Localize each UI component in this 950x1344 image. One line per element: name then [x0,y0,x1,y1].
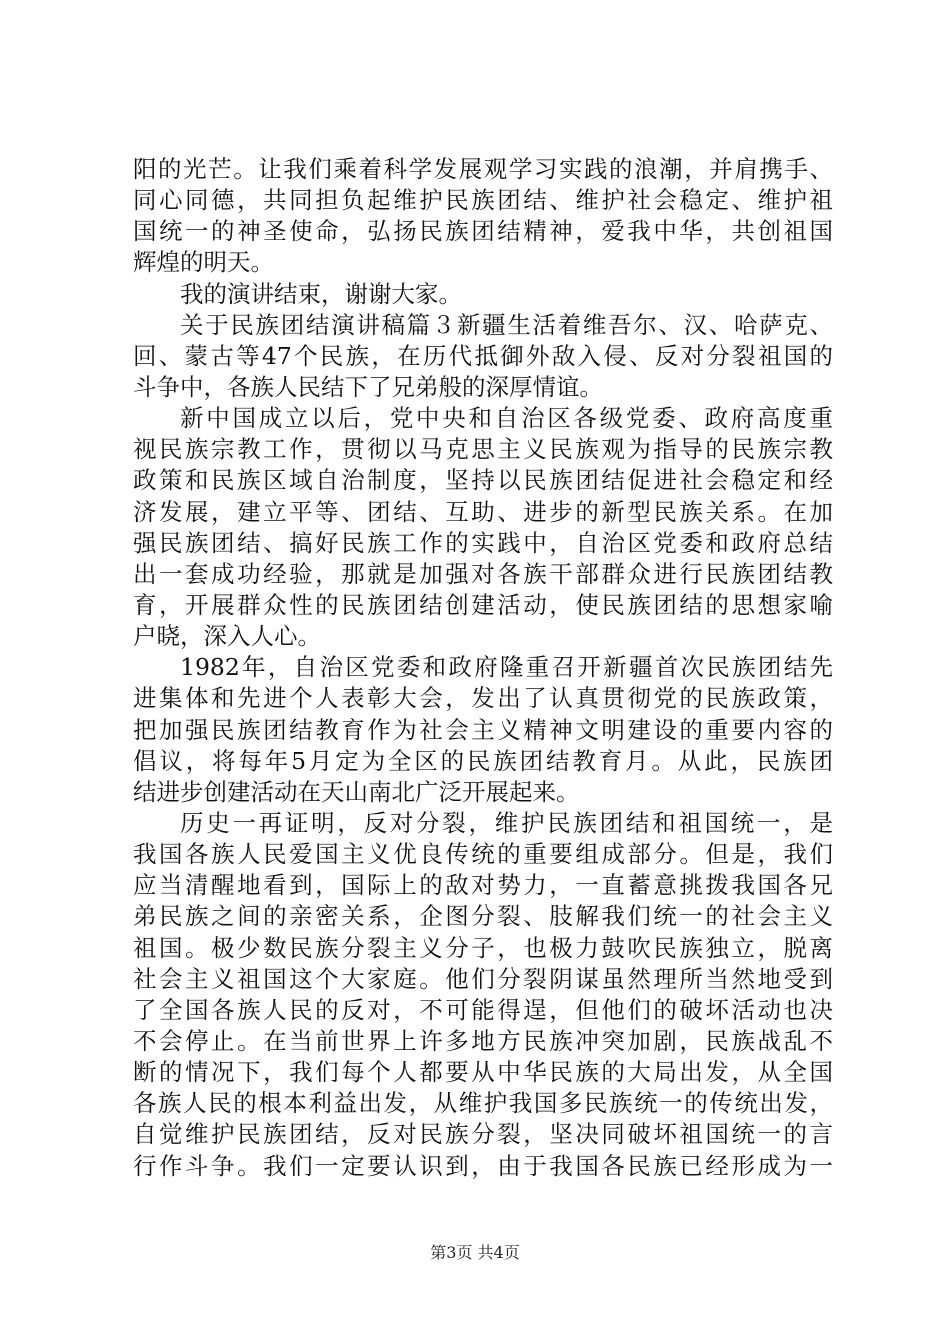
text-line: 自觉维护民族团结，反对民族分裂，坚决同破坏祖国统一的言 [133,1120,833,1149]
page-footer [0,1243,950,1263]
text-line: 1982年，自治区党委和政府隆重召开新疆首次民族团结先 [180,653,833,682]
text-line: 结进步创建活动在天山南北广泛开展起来。 [133,777,580,806]
text-line: 倡议，将每年5月定为全区的民族团结教育月。从此，民族团 [133,746,833,775]
text-line: 政策和民族区域自治制度，坚持以民族团结促进社会稳定和经 [133,466,833,495]
text-line: 我的演讲结束，谢谢大家。 [180,279,462,308]
text-line: 国统一的神圣使命，弘扬民族团结精神，爱我中华，共创祖国 [133,217,833,246]
text-line: 历史一再证明，反对分裂，维护民族团结和祖国统一，是 [180,808,833,837]
text-line: 不会停止。在当前世界上许多地方民族冲突加剧，民族战乱不 [133,1026,833,1055]
text-line: 我国各族人民爱国主义优良传统的重要组成部分。但是，我们 [133,840,833,869]
text-line: 辉煌的明天。 [133,248,274,277]
text-line: 社会主义祖国这个大家庭。他们分裂阴谋虽然理所当然地受到 [133,964,833,993]
text-line: 弟民族之间的亲密关系，企图分裂、肢解我们统一的社会主义 [133,902,833,931]
text-line: 各族人民的根本利益出发，从维护我国多民族统一的传统出发， [133,1089,833,1118]
document-body [133,154,833,1182]
text-line: 行作斗争。我们一定要认识到，由于我国各民族已经形成为一 [133,1151,833,1180]
text-line: 回、蒙古等47个民族，在历代抵御外敌入侵、反对分裂祖国的 [133,341,833,370]
text-line: 户晓，深入人心。 [133,622,321,651]
text-line: 关于民族团结演讲稿篇３新疆生活着维吾尔、汉、哈萨克、 [180,310,833,339]
page-number: 第3页 共4页 [430,1243,520,1262]
text-line: 斗争中，各族人民结下了兄弟般的深厚情谊。 [133,372,603,401]
text-line: 视民族宗教工作，贯彻以马克思主义民族观为指导的民族宗教 [133,435,833,464]
text-line: 出一套成功经验，那就是加强对各族干部群众进行民族团结教 [133,559,833,588]
text-line: 把加强民族团结教育作为社会主义精神文明建设的重要内容的 [133,715,833,744]
text-line: 同心同德，共同担负起维护民族团结、维护社会稳定、维护祖 [133,186,833,215]
text-line: 阳的光芒。让我们乘着科学发展观学习实践的浪潮，并肩携手、 [133,155,833,183]
text-line: 断的情况下，我们每个人都要从中华民族的大局出发，从全国 [133,1058,833,1087]
text-line: 了全国各族人民的反对，不可能得逞，但他们的破坏活动也决 [133,995,833,1024]
text-line: 育，开展群众性的民族团结创建活动，使民族团结的思想家喻 [133,590,833,619]
text-line: 济发展，建立平等、团结、互助、进步的新型民族关系。在加 [133,497,833,526]
text-line: 进集体和先进个人表彰大会，发出了认真贯彻党的民族政策， [133,684,833,713]
text-line: 应当清醒地看到，国际上的敌对势力，一直蓄意挑拨我国各兄 [133,871,833,900]
text-line: 新中国成立以后，党中央和自治区各级党委、政府高度重 [180,404,833,433]
text-line: 祖国。极少数民族分裂主义分子，也极力鼓吹民族独立，脱离 [133,933,833,962]
text-line: 强民族团结、搞好民族工作的实践中，自治区党委和政府总结 [133,528,833,557]
